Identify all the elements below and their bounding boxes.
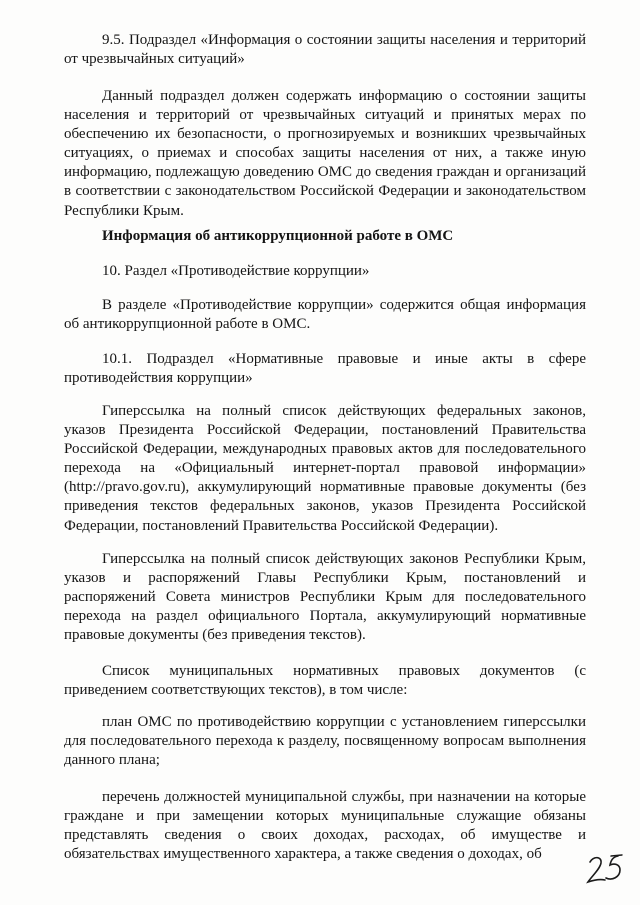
subsection-10-1-title: 10.1. Подраздел «Нормативные правовые и иные акты в сфере противодействия коррупции»: [64, 351, 586, 387]
section-10-title: 10. Раздел «Противодействие коррупции»: [102, 263, 370, 279]
handwritten-page-number: [584, 848, 628, 892]
paragraph-section-10-intro: В разделе «Противодействие коррупции» содержится общая информация об антикоррупционной работе в ОМС.: [64, 297, 586, 333]
subsection-9-5-title: 9.5. Подраздел «Информация о состоянии защиты населения и территорий от чрезвычайных ситуаций»: [64, 32, 586, 68]
paragraph-federal-laws-link: Гиперссылка на полный список действующих федеральных законов, указов Президента Российской Федерации, постановлений Правительства Российской Федерации, международных правовых актов для последовательного перехода на «Официальный интернет-портал правовой информации» (http://pravo.gov.ru), аккумулирующий нормативные правовые документы (без приведения текстов федеральных законов, указов Президента Российской Федерации, постановлений Правительства Российской Федерации).: [64, 403, 586, 534]
handwritten-25-icon: [584, 848, 628, 892]
anticorruption-heading: Информация об антикоррупционной работе в ОМС: [102, 228, 454, 244]
paragraph-emergency-info: Данный подраздел должен содержать информацию о состоянии защиты населения и территорий от чрезвычайных ситуаций и принятых мерах по обеспечению их безопасности, о прогнозируемых и возникших чрезвычайных ситуациях, о приемах и способах защиты населения от них, а также иную информацию, подлежащую доведению ОМС до сведения граждан и организаций в соответствии с законодательством Российской Федерации и законодательством Республики Крым.: [64, 88, 586, 219]
paragraph-oms-plan: план ОМС по противодействию коррупции с установлением гиперссылки для последовательного перехода к разделу, посвященному вопросам выполнения данного плана;: [64, 714, 586, 769]
paragraph-positions-list: перечень должностей муниципальной службы, при назначении на которые граждане и при замещении которых муниципальные служащие обязаны представлять сведения о своих доходах, расходах, об имуществе и обязательствах имущественного характера, а также сведения о доходах, об: [64, 789, 586, 863]
paragraph-municipal-docs: Список муниципальных нормативных правовых документов (с приведением соответствующих текстов), в том числе:: [64, 663, 586, 699]
paragraph-crimea-laws-link: Гиперссылка на полный список действующих законов Республики Крым, указов и распоряжений Главы Республики Крым, постановлений и распоряжений Совета министров Республики Крым для последовательного перехода на раздел официального Портала, аккумулирующий нормативные правовые документы (без приведения текстов).: [64, 551, 586, 644]
